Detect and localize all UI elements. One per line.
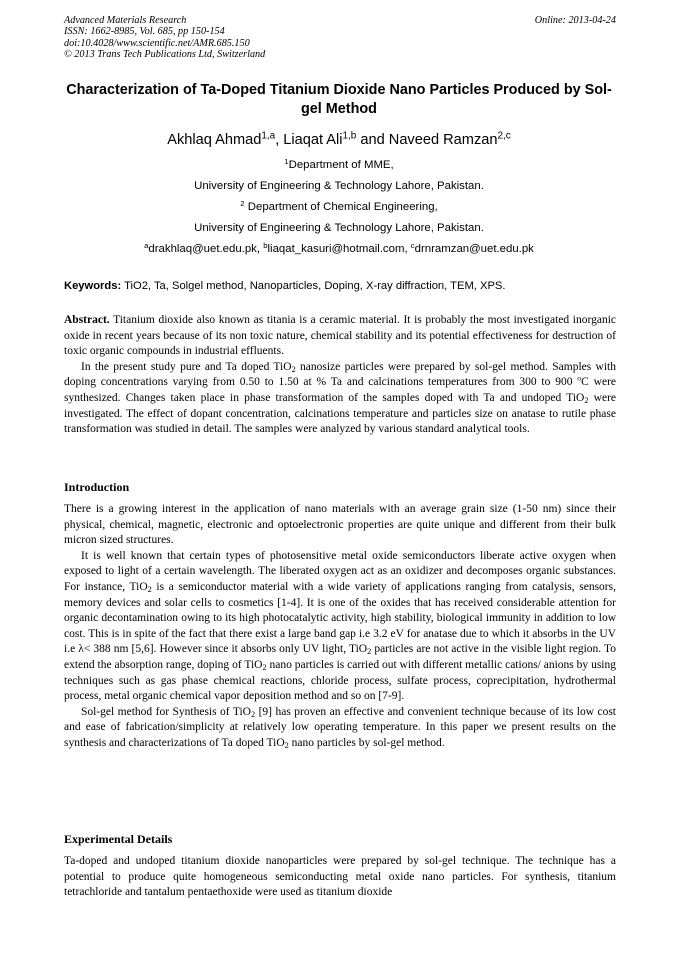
affiliation-sup: 1 <box>284 156 289 166</box>
intro-paragraph <box>64 549 616 705</box>
affiliation-univ-2: University of Engineering & Technology Lahore, Pakistan. <box>194 222 484 234</box>
author-separator: and <box>356 132 389 148</box>
section-heading-experimental: Experimental Details <box>64 832 173 846</box>
experimental-paragraph: Ta-doped and undoped titanium dioxide nanoparticles were prepared by sol-gel technique. The technique has a potential to produce quite homogeneous semiconducting metal oxide nano particles. For synthesis, titanium tetrachloride and tantalum pentaethoxide were used as titanium dioxide <box>64 855 616 899</box>
email-address[interactable]: liaqat_kasuri@hotmail.com <box>267 243 405 255</box>
abstract-text: C were synthesized. Changes taken place in phase transformation of the samples doped with Ta and undoped TiO <box>64 376 617 404</box>
experimental-body <box>64 854 616 901</box>
introduction-body <box>64 502 616 752</box>
affiliation-text: Department of Chemical Engineering, <box>244 201 438 213</box>
affiliation-sup: 2 <box>240 198 245 208</box>
affiliation-dept-2 <box>40 200 638 214</box>
intro-paragraph: There is a growing interest in the application of nano materials with an average grain size (1-50 nm) since their physical, chemical, magnetic, electronic and optoelectronic properties are quite unique and different from their bulk micron sized structures. <box>64 503 616 547</box>
subscript: 2 <box>284 740 289 750</box>
email-address[interactable]: drnramzan@uet.edu.pk <box>414 243 534 255</box>
doi-line: doi:10.4028/www.scientific.net/AMR.685.150 <box>64 37 250 49</box>
keywords <box>64 279 616 293</box>
online-date: Online: 2013-04-24 <box>534 15 616 26</box>
intro-text: nano particles is carried out with different metallic cations/ anions by using techniques such as gas phase chemical reactions, chloride process, sulfate process, coprecipitation, hydrothermal process, metal organic chemical vapor deposition method and so on [7-9]. <box>64 658 616 703</box>
keywords-text: TiO2, Ta, Solgel method, Nanoparticles, Doping, X-ray diffraction, TEM, XPS. <box>121 280 506 292</box>
author-name: Liaqat Ali <box>283 132 343 148</box>
subscript: 2 <box>367 647 372 657</box>
subscript: 2 <box>262 663 267 672</box>
affiliation-univ-1: University of Engineering & Technology Lahore, Pakistan. <box>194 180 484 192</box>
email-sup: b <box>263 240 268 250</box>
subscript: 2 <box>291 364 296 374</box>
author-list <box>40 131 638 149</box>
abstract-text: In the present study pure and Ta doped TiO <box>81 360 292 373</box>
paper-title: Characterization of Ta-Doped Titanium Dioxide Nano Particles Produced by Sol-gel Method <box>66 82 612 117</box>
intro-paragraph <box>64 705 616 752</box>
intro-text: is a semiconductor material with a wide variety of applications ranging from catalysis, sensors, memory devices and solar cells to cosmetics [1-4]. It is one of the oxides that has received considerable attention for organic decontamination owing to its high photocatalytic activity, high stability, biological immunity in addition to low cost. This is in spite of the fact that there exist a large band gap i.e 3.2 eV for anatase due to which it absorbs in the UV i.e λ< 388 nm [5,6]. However since it absorbs only UV light, TiO <box>64 580 616 656</box>
subscript: 2 <box>147 585 152 595</box>
abstract-text: were investigated. The effect of dopant concentration, calcinations temperature and particles size on anatase to rutile phase transformation was studied in detail. The samples were analyzed by various standard analytical tools. <box>64 391 617 436</box>
abstract <box>64 313 616 438</box>
journal-name: Advanced Materials Research <box>64 15 187 26</box>
email-separator: , <box>404 243 411 255</box>
abstract-label: Abstract. <box>64 314 110 326</box>
affiliation-text: Department of MME, <box>288 159 394 171</box>
email-address[interactable]: drakhlaq@uet.edu.pk <box>148 243 257 255</box>
author-separator: , <box>275 132 284 148</box>
author-sup: 2,c <box>497 130 511 142</box>
author-name: Naveed Ramzan <box>388 132 498 148</box>
copyright-line: © 2013 Trans Tech Publications Ltd, Switzerland <box>64 49 266 61</box>
email-list <box>40 242 638 256</box>
author-sup: 1,b <box>342 130 357 142</box>
email-sup: a <box>144 240 149 250</box>
intro-text: It is well known that certain types of photosensitive metal oxide semiconductors liberate active oxygen when exposed to light of a certain wavelength. The liberated oxygen act as an oxidizer and decomposes organic substances. For instance, TiO <box>64 549 616 593</box>
subscript: 2 <box>251 709 256 719</box>
superscript: o <box>577 374 582 384</box>
abstract-text: Titanium dioxide also known as titania is a ceramic material. It is probably the most investigated inorganic oxide in recent years because of its non toxic nature, chemical stability and its potential effectiveness for destruction of toxic organic compounds in industrial effluents. <box>64 314 616 358</box>
abstract-paragraph <box>64 360 616 438</box>
email-separator: , <box>256 243 264 255</box>
intro-text: nano particles by sol-gel method. <box>288 736 445 749</box>
intro-text: [9] has proven an effective and convenient technique because of its low cost and ease of fabrication/simplicity at relatively low operating temperature. In this paper we present results on the synthesis and characterizations of Ta doped TiO <box>64 705 616 749</box>
abstract-text: nanosize particles were prepared by sol-gel method. Samples with doping concentrations varying from 0.50 to 1.50 at % Ta and calcinations temperatures from 300 to 900 <box>64 360 616 389</box>
keywords-label: Keywords: <box>64 280 122 292</box>
issn-line: ISSN: 1662-8985, Vol. 685, pp 150-154 <box>64 26 225 38</box>
email-sup: c <box>410 240 415 250</box>
intro-text: Sol-gel method for Synthesis of TiO <box>81 705 251 718</box>
section-heading-introduction: Introduction <box>64 480 130 494</box>
author-sup: 1,a <box>261 130 276 142</box>
affiliation-dept-1 <box>40 158 638 172</box>
journal-header <box>64 15 616 61</box>
intro-text: particles are not active in the visible light region. To extend the absorption range, doping of TiO <box>64 643 616 671</box>
subscript: 2 <box>584 396 589 406</box>
author-name: Akhlaq Ahmad <box>167 132 262 148</box>
abstract-paragraph <box>64 313 616 360</box>
